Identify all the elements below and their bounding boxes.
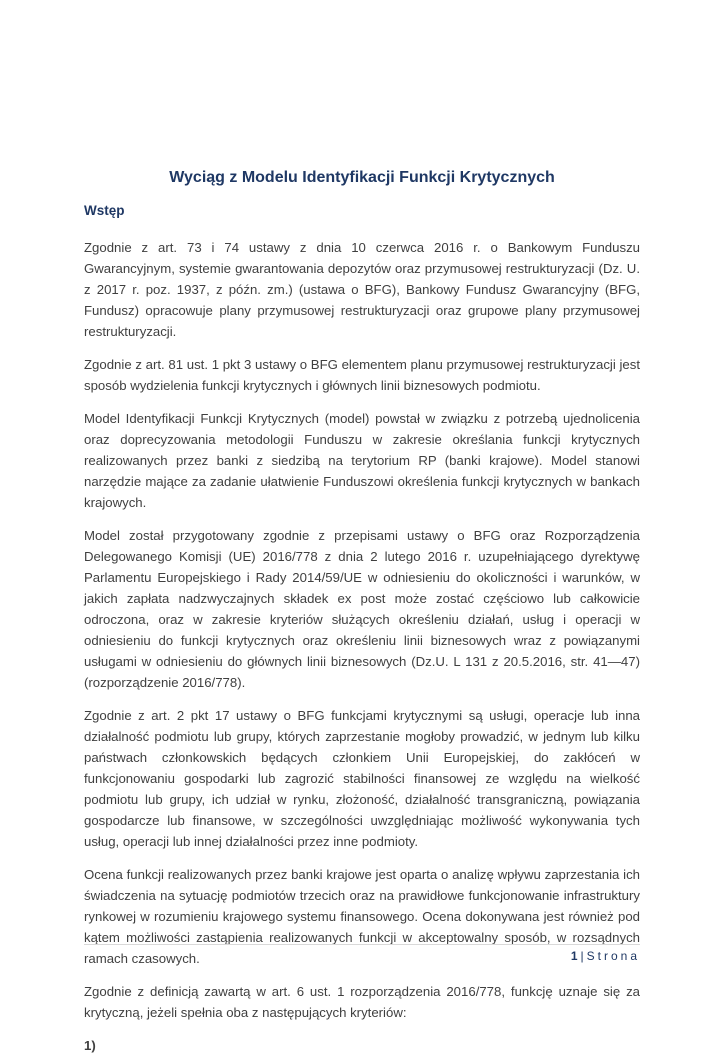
- paragraph-4: Model został przygotowany zgodnie z przepisami ustawy o BFG oraz Rozporządzenia Delegowanego Komisji (UE) 2016/778 z dnia 2 lutego 2016 r. uzupełniającego dyrektywę Parlamentu Europejskiego i Rady 2014/59/UE w odniesieniu do okoliczności i warunków, w jakich zapłata nadzwyczajnych składek ex post może zostać częściowo lub całkowicie odroczona, oraz w zakresie kryteriów służących określeniu działań, usług i operacji w odniesieniu do funkcji krytycznych oraz określeniu linii biznesowych wraz z powiązanymi usługami w odniesieniu do głównych linii biznesowych (Dz.U. L 131 z 20.5.2016, str. 41—47) (rozporządzenie 2016/778).: [84, 528, 640, 690]
- paragraph-6: Ocena funkcji realizowanych przez banki krajowe jest oparta o analizę wpływu zaprzestania ich świadczenia na sytuację podmiotów trzecich oraz na prawidłowe funkcjonowanie infrastruktury rynkowej w rozumieniu krajowego systemu finansowego. Ocena dokonywana jest również pod kątem możliwości zastąpienia realizowanych funkcji w akceptowalny sposób, w rozsądnych ramach czasowych.: [84, 867, 640, 966]
- document-title: Wyciąg z Modelu Identyfikacji Funkcji Krytycznych: [169, 169, 555, 186]
- paragraph-3: Model Identyfikacji Funkcji Krytycznych (model) powstał w związku z potrzebą ujednolicenia oraz doprecyzowania metodologii Funduszu w zakresie określania funkcji krytycznych realizowanych przez banki z siedzibą na terytorium RP (banki krajowe). Model stanowi narzędzie mające za zadanie ułatwienie Funduszowi określenia funkcji krytycznych w bankach krajowych.: [84, 411, 640, 510]
- footer-text: [84, 949, 640, 963]
- footer-label: Strona: [586, 949, 640, 963]
- section-heading-wstep: Wstęp: [84, 203, 125, 218]
- paragraph-7: Zgodnie z definicją zawartą w art. 6 ust. 1 rozporządzenia 2016/778, funkcję uznaje się za krytyczną, jeżeli spełnia oba z następujących kryteriów:: [84, 984, 640, 1020]
- paragraph-1: Zgodnie z art. 73 i 74 ustawy z dnia 10 czerwca 2016 r. o Bankowym Funduszu Gwarancyjnym, systemie gwarantowania depozytów oraz przymusowej restrukturyzacji (Dz. U. z 2017 r. poz. 1937, z późn. zm.) (ustawa o BFG), Bankowy Fundusz Gwarancyjny (BFG, Fundusz) opracowuje plany przymusowej restrukturyzacji oraz grupowe plany przymusowej restrukturyzacji.: [84, 240, 640, 339]
- paragraph-2: Zgodnie z art. 81 ust. 1 pkt 3 ustawy o BFG elementem planu przymusowej restrukturyzacji jest sposób wydzielenia funkcji krytycznych i głównych linii biznesowych podmiotu.: [84, 357, 640, 393]
- list-item-marker: 1): [84, 1038, 96, 1053]
- document-content: [84, 168, 640, 1056]
- paragraph-5: Zgodnie z art. 2 pkt 17 ustawy o BFG funkcjami krytycznymi są usługi, operacje lub inna działalność podmiotu lub grupy, których zaprzestanie mogłoby prowadzić, w jednym lub kilku państwach członkowskich będących członkiem Unii Europejskiej, do zakłóceń w funkcjonowaniu gospodarki lub zagrozić stabilności finansowej ze względu na wielkość podmiotu lub grupy, ich udział w rynku, złożoność, działalność transgraniczną, powiązania gospodarcze lub finansowe, w szczególności uwzględniając możliwość wykonywania tych usług, operacji lub innej działalności przez inne podmioty.: [84, 708, 640, 849]
- footer-separator: |: [580, 949, 587, 963]
- page-footer: [84, 944, 640, 963]
- footer-rule: [84, 944, 640, 945]
- page-number: 1: [570, 949, 581, 963]
